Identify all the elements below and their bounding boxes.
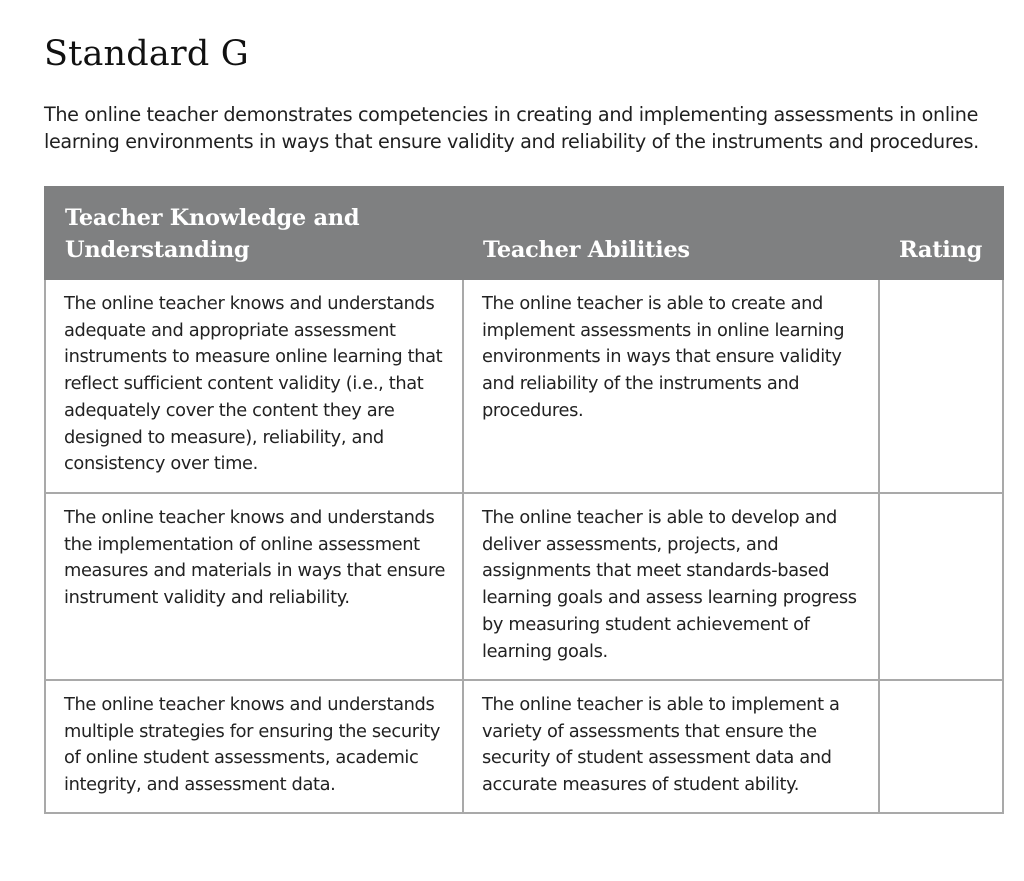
table-row: [45, 680, 1003, 813]
header-abilities: Teacher Abilities: [463, 187, 879, 279]
rating-cell[interactable]: [879, 493, 1003, 680]
header-knowledge-line1: Teacher Knowledge and: [65, 205, 360, 231]
table-row: [45, 279, 1003, 493]
header-knowledge: [45, 187, 463, 279]
header-knowledge-line2: Understanding: [65, 237, 250, 263]
table-body: [45, 279, 1003, 813]
rating-cell[interactable]: [879, 279, 1003, 493]
abilities-cell: The online teacher is able to implement a variety of assessments that ensure the security of student assessment data and accurate measures of student ability.: [463, 680, 879, 813]
knowledge-cell: The online teacher knows and understands adequate and appropriate assessment instruments to measure online learning that reflect sufficient content validity (i.e., that adequately cover the content they are designed to measure), reliability, and consistency over time.: [45, 279, 463, 493]
standards-table: [44, 186, 1004, 814]
header-rating: Rating: [879, 187, 1003, 279]
abilities-cell: The online teacher is able to develop and deliver assessments, projects, and assignments that meet standards-based learning goals and assess learning progress by measuring student achievement of learning goals.: [463, 493, 879, 680]
standard-description: The online teacher demonstrates competencies in creating and implementing assessments in online learning environments in ways that ensure validity and reliability of the instruments and procedures.: [44, 103, 979, 153]
abilities-cell: The online teacher is able to create and implement assessments in online learning environments in ways that ensure validity and reliability of the instruments and procedures.: [463, 279, 879, 493]
knowledge-cell: The online teacher knows and understands the implementation of online assessment measures and materials in ways that ensure instrument validity and reliability.: [45, 493, 463, 680]
page-title: Standard G: [44, 34, 249, 74]
rating-cell[interactable]: [879, 680, 1003, 813]
header-row: [45, 187, 1003, 279]
table-row: [45, 493, 1003, 680]
table-header: [45, 187, 1003, 279]
knowledge-cell: The online teacher knows and understands multiple strategies for ensuring the security of online student assessments, academic integrity, and assessment data.: [45, 680, 463, 813]
